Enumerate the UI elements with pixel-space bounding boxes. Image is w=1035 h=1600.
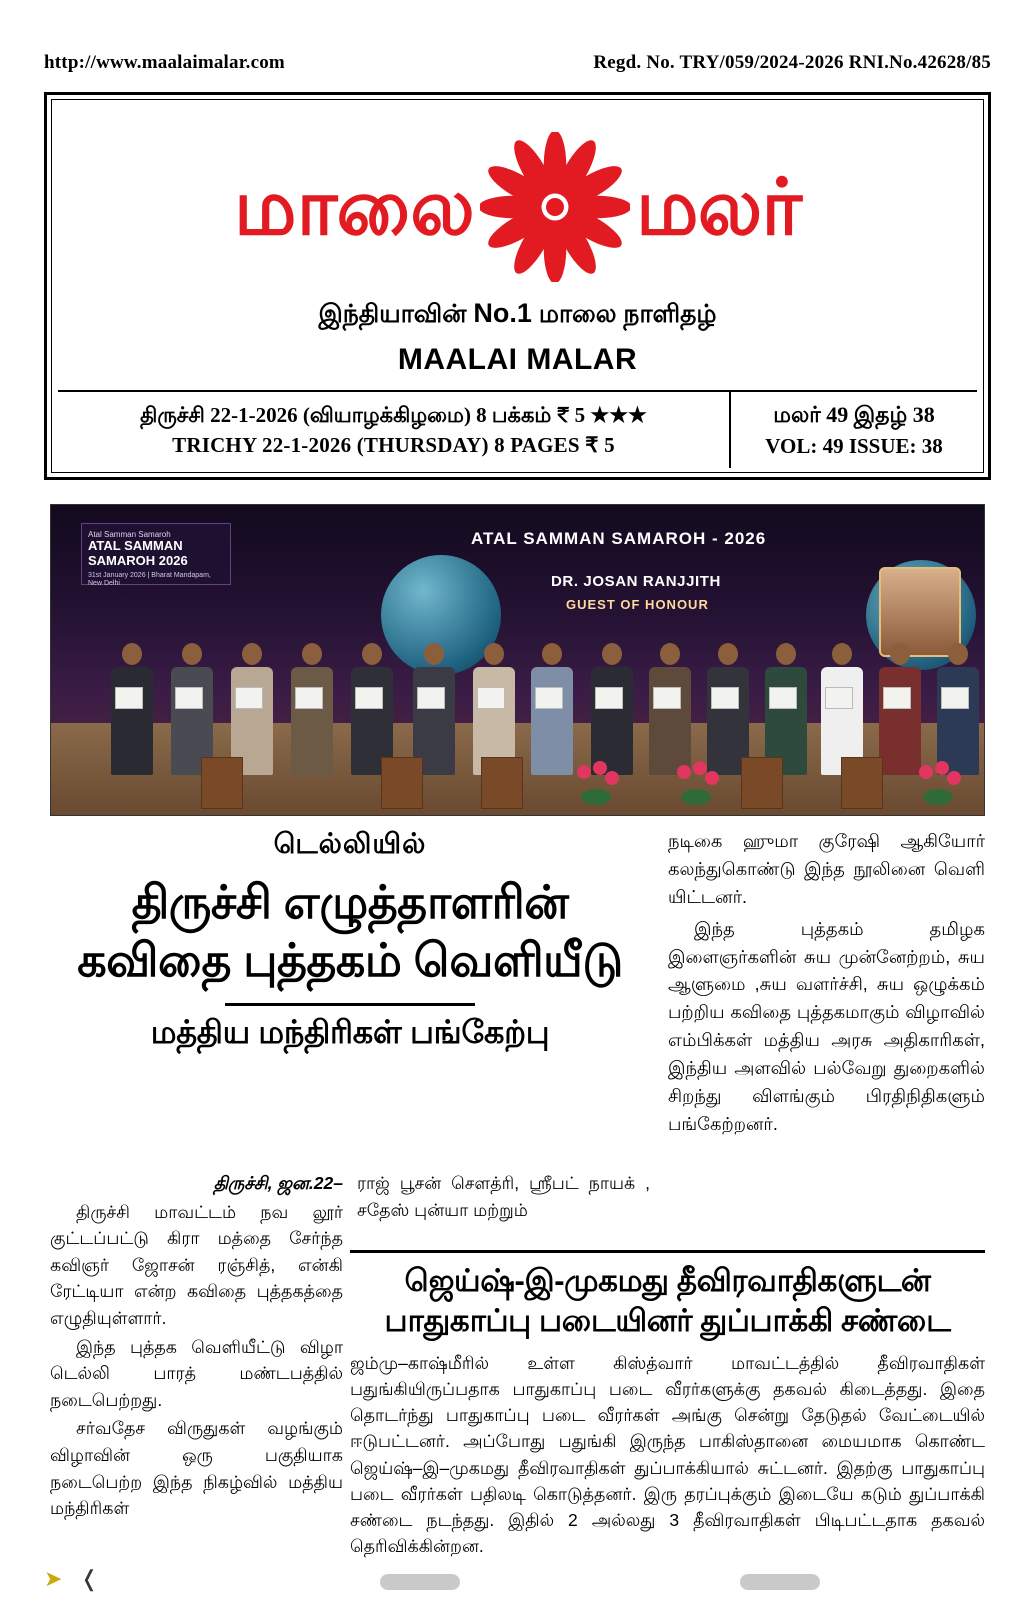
lead-paragraph: சர்வதேச விருதுகள் வழங்கும் விழாவின் ஒரு பகுதியாக நடைபெற்ற இந்த நிகழ்வில் மத்திய மந்திரிகள் — [50, 1418, 343, 1519]
scroll-pill-left[interactable] — [380, 1574, 460, 1590]
lead-headline-line2: கவிதை புத்தகம் வெளியீடு — [77, 933, 623, 986]
bouquet — [571, 761, 625, 805]
stool — [741, 757, 783, 809]
lead-paragraph: இந்த புத்தக வெளியீட்டு விழா டெல்லி பாரத் மண்டபத்தில் நடைபெற்றது. — [50, 1336, 343, 1410]
person — [349, 643, 395, 775]
dateline-left — [58, 392, 731, 468]
photo-banner-title: ATAL SAMMAN SAMAROH - 2026 — [471, 529, 767, 548]
person — [109, 643, 155, 775]
lead-photo — [50, 504, 985, 816]
second-headline-line1: ஜெய்ஷ்-இ-முகமது தீவிரவாதிகளுடன் — [404, 1263, 931, 1298]
tagline-english: MAALAI MALAR — [397, 343, 638, 376]
bouquet — [671, 761, 725, 805]
next-page-icon[interactable]: ➤ — [44, 1566, 63, 1591]
person — [819, 643, 865, 775]
lead-paragraph: திருச்சி மாவட்டம் நவ லூர் குட்டப்பட்டு கிரா மத்தை சேர்ந்த கவிஞர் ஜோசன் ரஞ்சித், என்கி ரேட்டியா என்ற கவிதை புத்தகத்தை எழுதியுள்ளார். — [50, 1201, 343, 1328]
website-url[interactable]: http://www.maalaimalar.com — [44, 52, 285, 73]
dateline-english: TRICHY 22-1-2026 (THURSDAY) 8 PAGES ₹ 5 — [172, 432, 615, 457]
second-story-divider — [350, 1250, 985, 1253]
lead-paragraph: இந்த புத்தகம் தமிழக இளைஞர்களின் சுய முன்னேற்றம், சுய ஆளுமை ,சுய வளர்ச்சி, சுய ஒழுக்கம் பற்றிய கவிதை புத்தகமாகும் விழாவில் எம்பிக்கள் மத்திய அரசு அதிகாரிகள், இந்திய அளவில் பல்வேறு துறைகளில் சிறந்து விளங்கும் பிரதிநிதிகளும் பங்கேற்றனர். — [668, 918, 985, 1134]
person — [589, 643, 635, 775]
second-story-headline — [350, 1261, 985, 1342]
person — [529, 643, 575, 775]
dateline-bar — [58, 390, 977, 468]
registration-number: Regd. No. TRY/059/2024-2026 RNI.No.42628/85 — [593, 52, 991, 73]
corner-card-title: ATAL SAMMAN SAMAROH 2026 — [88, 538, 188, 569]
lead-body-column-3 — [668, 828, 985, 1143]
dateline-tamil: திருச்சி 22-1-2026 (வியாழக்கிழமை) 8 பக்கம் ₹ 5 ★★★ — [140, 402, 647, 427]
tagline-no1: No.1 — [473, 298, 532, 328]
event-corner-card — [81, 523, 231, 588]
tagline-prefix: இந்தியாவின் — [318, 300, 474, 328]
lead-headline — [50, 874, 650, 989]
bouquet — [913, 761, 967, 805]
scroll-pill-right[interactable] — [740, 1574, 820, 1590]
story-dateline: திருச்சி, ஜன.22– — [213, 1173, 343, 1193]
person — [289, 643, 335, 775]
lead-paragraph: ராஜ் பூசன் சௌத்ரி, ஸ்ரீபட் நாயக் , சதேஸ் புன்யா மற்றும் — [357, 1173, 650, 1220]
lead-body-column-1 — [50, 1170, 343, 1524]
lead-paragraph: நடிகை ஹுமா குரேஷி ஆகியோர் கலந்துகொண்டு இந்த நூலினை வெளி யிட்டனர். — [668, 831, 985, 907]
corner-card-label: Atal Samman Samaroh — [88, 530, 171, 539]
tagline-suffix: மாலை நாளிதழ் — [531, 300, 717, 328]
second-headline-line2: பாதுகாப்பு படையினர் துப்பாக்கி சண்டை — [384, 1303, 951, 1339]
lead-story-headline-block — [50, 828, 650, 1065]
top-meta-line — [44, 52, 991, 74]
stool — [201, 757, 243, 809]
stool — [481, 757, 523, 809]
logo-text-left: மாலை — [233, 163, 474, 251]
lead-headline-line1: திருச்சி எழுத்தாளரின் — [131, 876, 569, 928]
person — [705, 643, 751, 775]
corner-card-subtitle: 31st January 2026 | Bharat Mandapam, New Delhi — [88, 572, 211, 588]
bottom-nav-bar — [0, 1558, 1035, 1600]
second-story — [350, 1250, 985, 1560]
person — [229, 643, 275, 775]
person — [169, 643, 215, 775]
person — [763, 643, 809, 775]
stool — [841, 757, 883, 809]
logo-row — [52, 122, 983, 292]
logo-text-right: மலர் — [635, 163, 802, 251]
lead-subhead: மத்திய மந்திரிகள் பங்கேற்பு — [150, 1014, 550, 1050]
photo-banner-name: DR. JOSAN RANJJITH — [551, 573, 721, 590]
volume-issue — [731, 392, 977, 468]
people-row — [51, 615, 984, 775]
person — [877, 643, 923, 775]
stool — [381, 757, 423, 809]
person — [471, 643, 517, 775]
volume-english: VOL: 49 ISSUE: 38 — [765, 433, 943, 458]
person — [647, 643, 693, 775]
lead-kicker: டெல்லியில் — [273, 828, 427, 859]
person — [935, 643, 981, 775]
person — [411, 643, 457, 775]
masthead — [44, 92, 991, 480]
masthead-inner-border — [51, 99, 984, 473]
volume-tamil: மலர் 49 இதழ் 38 — [773, 401, 935, 427]
headline-divider — [225, 1003, 475, 1006]
prev-page-icon[interactable]: ❬ — [80, 1566, 99, 1591]
tagline-tamil — [52, 298, 983, 332]
photo-banner-subtitle: GUEST OF HONOUR — [566, 597, 709, 612]
red-flower-icon — [480, 132, 630, 282]
second-story-body: ஜம்மு–காஷ்மீரில் உள்ள கிஸ்த்வார் மாவட்டத்தில் தீவிரவாதிகள் பதுங்கியிருப்பதாக பாதுகாப்பு படை வீரர்களுக்கு தகவல் கிடைத்தது. இதை தொடர்ந்து பாதுகாப்பு படை வீரர்கள் அங்கு சென்று தேடுதல் வேட்டையில் ஈடுபட்டனர். அப்போது பதுங்கி இருந்த பாகிஸ்தானை மையமாக கொண்ட ஜெய்ஷ்–இ–முகமது தீவிரவாதிகள் துப்பாக்கியால் சுட்டனர். இதற்கு பாதுகாப்பு படை வீரர்கள் பதிலடி கொடுத்தனர். இரு தரப்புக்கும் இடையே கடும் துப்பாக்கி சண்டை நடந்தது. இதில் 2 அல்லது 3 தீவிரவாதிகள் பிடிபட்டதாக தகவல் தெரிவிக்கின்றன. — [350, 1352, 985, 1557]
